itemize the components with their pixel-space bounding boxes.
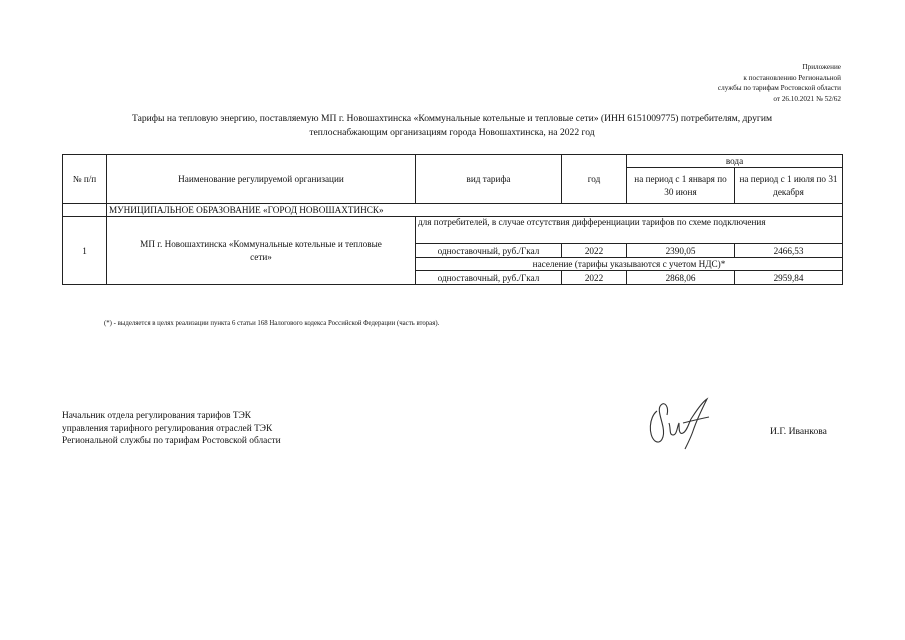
appendix-line: Приложение [802,63,841,71]
tariff-table [62,154,843,285]
section-consumers: для потребителей, в случае отсутствия дифференциации тарифов по схеме подключения [416,217,843,244]
tariff-value-period-1: 2390,05 [627,244,735,258]
empty-cell [63,204,107,217]
header-num: № п/п [63,155,107,204]
signatory-name: И.Г. Иванкова [770,426,827,437]
organization-name: МП г. Новошахтинска «Коммунальные котельные и тепловые сети» [107,217,416,285]
header-year: год [562,155,627,204]
row-number: 1 [63,217,107,285]
header-water: вода [627,155,843,168]
header-org: Наименование регулируемой организации [107,155,416,204]
title-line: теплоснабжающим организациям города Новошахтинска, на 2022 год [309,127,595,138]
footnote: (*) - выделяется в целях реализации пункта 6 статьи 168 Налогового кодекса Российской Федерации (часть вторая). [104,320,440,327]
appendix-line: к постановлению Региональной [743,73,841,82]
document-title [62,112,842,140]
header-tariff-type: вид тарифа [416,155,562,204]
year-cell: 2022 [562,244,627,258]
signatory-line: Региональной службы по тарифам Ростовской области [62,436,281,446]
section-population: население (тарифы указываются с учетом НДС)* [416,258,843,271]
signatory-line: управления тарифного регулирования отраслей ТЭК [62,423,273,434]
tariff-type-cell: одноставочный, руб./Гкал [416,271,562,285]
municipality-row: МУНИЦИПАЛЬНОЕ ОБРАЗОВАНИЕ «ГОРОД НОВОШАХТИНСК» [107,204,843,217]
appendix-line: от 26.10.2021 № 52/62 [773,94,841,103]
tariff-value-period-1: 2868,06 [627,271,735,285]
signatory-position [62,410,281,448]
year-cell: 2022 [562,271,627,285]
tariff-value-period-2: 2466,53 [735,244,843,258]
header-period-1: на период с 1 января по 30 июня [627,168,735,204]
title-line: Тарифы на тепловую энергию, поставляемую МП г. Новошахтинска «Коммунальные котельные и тепловые сети» (ИНН 6151009775) потребителям, другим [131,113,773,124]
appendix-line: службы по тарифам Ростовской области [717,84,841,92]
signatory-line: Начальник отдела регулирования тарифов ТЭК [62,411,252,421]
tariff-value-period-2: 2959,84 [735,271,843,285]
appendix-note [581,62,841,104]
handwritten-signature [645,393,725,453]
header-period-2: на период с 1 июля по 31 декабря [735,168,843,204]
tariff-type-cell: одноставочный, руб./Гкал [416,244,562,258]
